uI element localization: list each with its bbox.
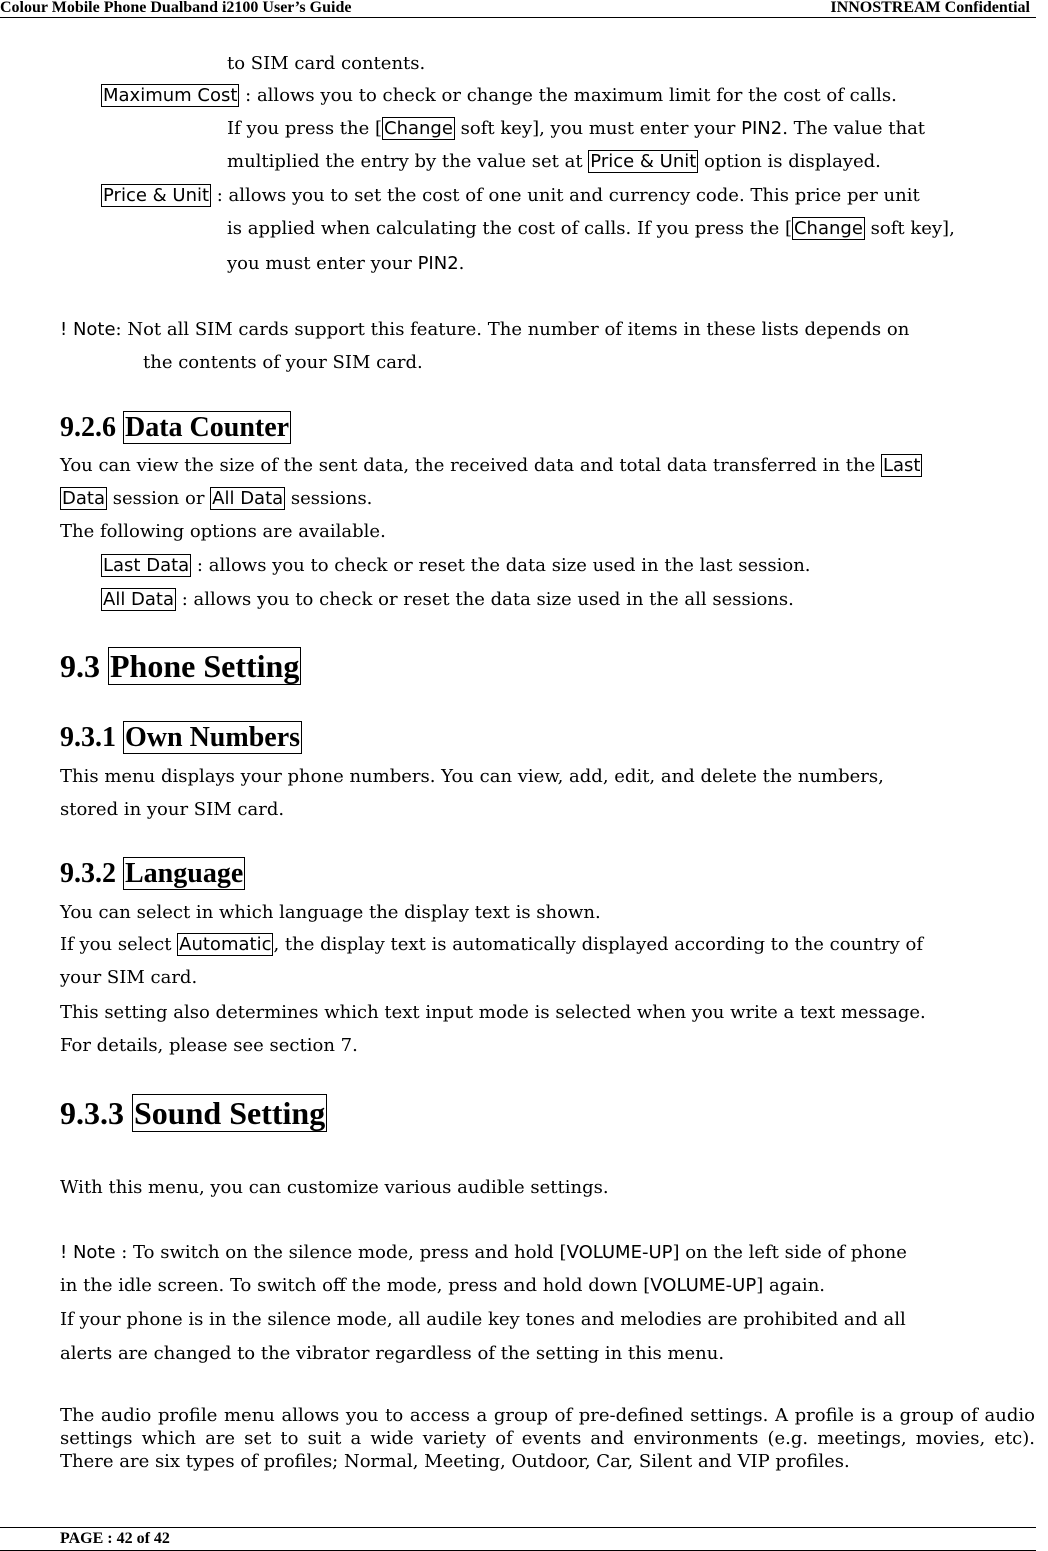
option-line: Last Data : allows you to check or reset the data size used in the last session. xyxy=(103,555,811,576)
heading-title: Phone Setting xyxy=(110,648,300,684)
note-label: ! Note xyxy=(60,1242,116,1263)
page-header xyxy=(0,0,1036,18)
text-line: You can view the size of the sent data, the received data and total data transferred in the Last xyxy=(60,455,921,476)
text-line: Data session or All Data sessions. xyxy=(62,488,373,509)
text-line: If your phone is in the silence mode, all audile key tones and melodies are prohibited and all xyxy=(60,1309,906,1330)
text-line: stored in your SIM card. xyxy=(60,799,285,820)
note-line: ! Note: Not all SIM cards support this feature. The number of items in these lists depends on xyxy=(60,319,910,340)
text-line: you must enter your PIN2. xyxy=(227,253,465,274)
section-heading-9-3: 9.3 Phone Setting xyxy=(60,648,300,684)
last-data-term: Last Data xyxy=(103,555,190,576)
last-data-term: Data xyxy=(62,488,105,509)
note-line: in the idle screen. To switch off the mode, press and hold down [VOLUME-UP] again. xyxy=(60,1275,826,1296)
max-cost-line: Maximum Cost : allows you to check or change the maximum limit for the cost of calls. xyxy=(103,85,897,106)
header-title: Colour Mobile Phone Dualband i2100 User’s Guide xyxy=(0,0,352,16)
section-heading-9-3-3: 9.3.3 Sound Setting xyxy=(60,1095,326,1131)
text-line: You can select in which language the display text is shown. xyxy=(60,902,601,923)
heading-title: Data Counter xyxy=(125,412,290,443)
max-cost-term: Maximum Cost xyxy=(103,85,238,106)
change-softkey: Change xyxy=(793,218,863,239)
price-unit-term: Price & Unit xyxy=(103,185,210,206)
note-line: ! Note : To switch on the silence mode, press and hold [VOLUME-UP] on the left side of phone xyxy=(60,1242,907,1263)
text-line: is applied when calculating the cost of calls. If you press the [ Change soft key], xyxy=(227,218,955,239)
note-line: the contents of your SIM card. xyxy=(143,352,423,373)
text-line: to SIM card contents. xyxy=(227,53,426,74)
volume-up-key: VOLUME-UP xyxy=(650,1275,757,1296)
audio-profile-paragraph: The audio profile menu allows you to access a group of pre-defined settings. A profile is a group of audio settings which are set to suit a wide variety of events and environments (e.g. meetings, movies, etc). There are six types of profiles; Normal, Meeting, Outdoor, Car, Silent and VIP profiles. xyxy=(60,1405,1035,1472)
last-data-term: Last xyxy=(882,455,921,476)
all-data-term: All Data xyxy=(103,589,175,610)
option-line: All Data : allows you to check or reset the data size used in the all sessions. xyxy=(103,589,794,610)
text-line: If you select Automatic , the display text is automatically displayed according to the country of xyxy=(60,934,924,955)
text-line: With this menu, you can customize various audible settings. xyxy=(60,1177,609,1198)
text-line: This menu displays your phone numbers. You can view, add, edit, and delete the numbers, xyxy=(60,766,884,787)
page-footer xyxy=(0,1527,1036,1551)
section-heading-9-3-1: 9.3.1 Own Numbers xyxy=(60,722,301,753)
section-heading-9-2-6: 9.2.6 Data Counter xyxy=(60,412,290,443)
text-line: multiplied the entry by the value set at Price & Unit option is displayed. xyxy=(227,151,881,172)
heading-title: Own Numbers xyxy=(125,722,301,753)
page-number: PAGE : 42 of 42 xyxy=(60,1530,170,1547)
price-unit-term: Price & Unit xyxy=(590,151,697,172)
pin2-term: PIN2 xyxy=(417,253,459,274)
automatic-term: Automatic xyxy=(179,934,272,955)
text-line: This setting also determines which text input mode is selected when you write a text message. xyxy=(60,1002,926,1023)
text-line: The following options are available. xyxy=(60,521,386,542)
all-data-term: All Data xyxy=(212,488,284,509)
text-line: alerts are changed to the vibrator regardless of the setting in this menu. xyxy=(60,1343,725,1364)
price-unit-line: Price & Unit : allows you to set the cost of one unit and currency code. This price per unit xyxy=(103,185,920,206)
change-softkey: Change xyxy=(384,118,453,139)
volume-up-key: VOLUME-UP xyxy=(566,1242,673,1263)
text-line: For details, please see section 7. xyxy=(60,1035,358,1056)
header-confidential: INNOSTREAM Confidential xyxy=(830,0,1030,16)
heading-title: Sound Setting xyxy=(134,1095,326,1131)
section-heading-9-3-2: 9.3.2 Language xyxy=(60,858,244,889)
text-line: your SIM card. xyxy=(60,967,198,988)
pin2-term: PIN2 xyxy=(741,118,783,139)
note-label: ! Note xyxy=(60,319,116,340)
heading-title: Language xyxy=(125,858,244,889)
text-line: If you press the [ Change soft key], you must enter your PIN2. The value that xyxy=(227,118,926,139)
